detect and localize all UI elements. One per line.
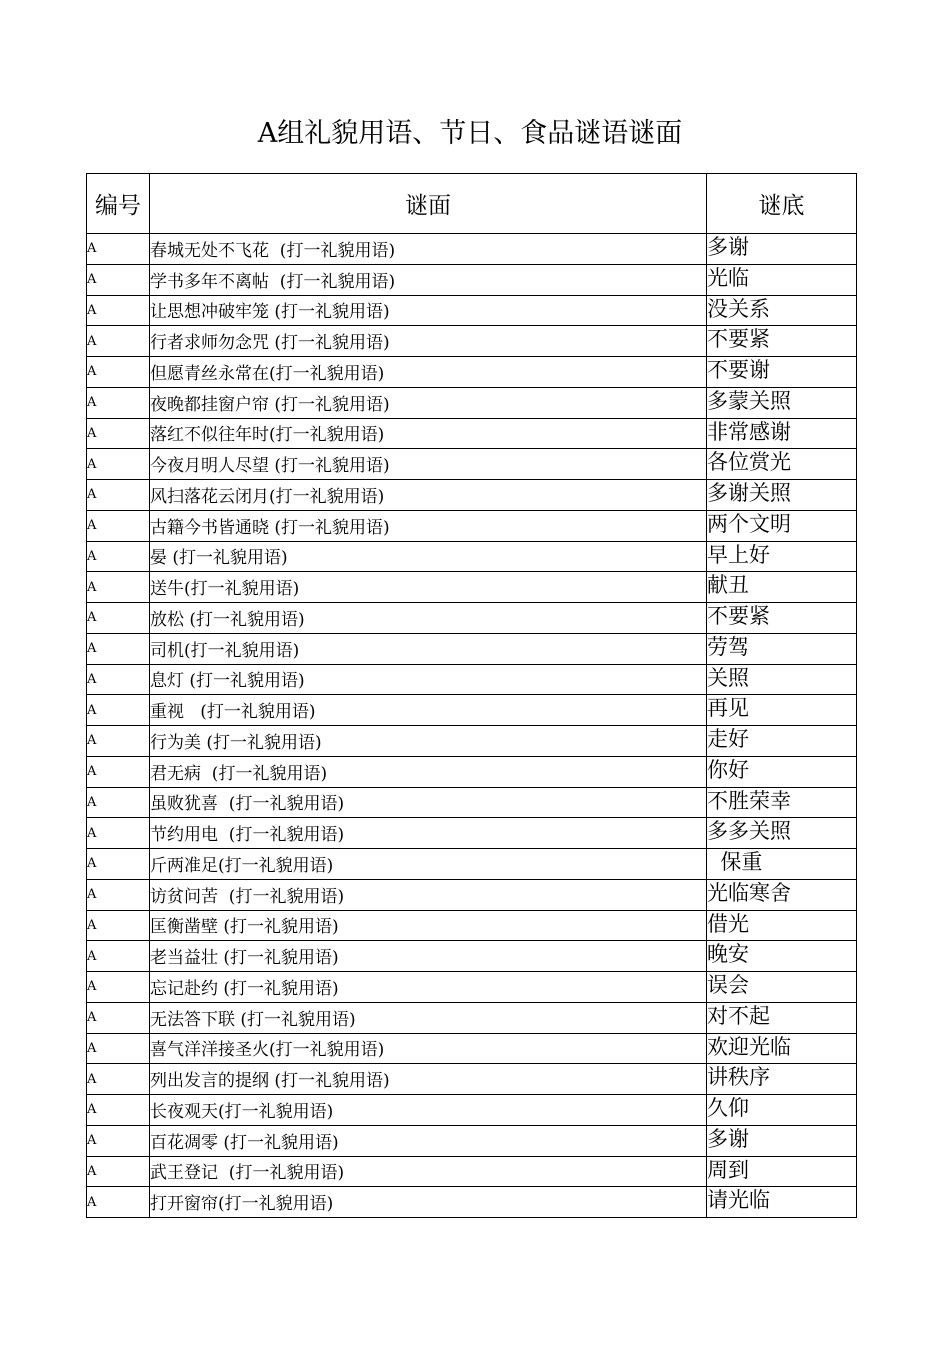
riddle-cell: 长夜观天(打一礼貌用语) (150, 1095, 707, 1126)
answer-cell: 不要谢 (707, 357, 857, 388)
row-id-cell: A (87, 726, 150, 757)
table-row (87, 879, 857, 910)
row-id-cell: A (87, 972, 150, 1003)
riddle-cell: 今夜月明人尽望 (打一礼貌用语) (150, 449, 707, 480)
answer-cell: 欢迎光临 (707, 1033, 857, 1064)
answer-cell: 久仰 (707, 1095, 857, 1126)
answer-cell: 走好 (707, 726, 857, 757)
riddle-cell: 百花凋零 (打一礼貌用语) (150, 1125, 707, 1156)
table-row (87, 387, 857, 418)
table-row (87, 818, 857, 849)
row-id-cell: A (87, 849, 150, 880)
table-row (87, 295, 857, 326)
riddle-cell: 匡衡凿壁 (打一礼貌用语) (150, 910, 707, 941)
answer-cell: 没关系 (707, 295, 857, 326)
answer-cell: 劳驾 (707, 633, 857, 664)
riddle-cell: 学书多年不离帖 (打一礼貌用语) (150, 264, 707, 295)
table-row (87, 664, 857, 695)
riddle-cell: 行者求师勿念咒 (打一礼貌用语) (150, 326, 707, 357)
table-body (87, 234, 857, 1218)
row-id-cell: A (87, 1095, 150, 1126)
table-row (87, 1095, 857, 1126)
table-row (87, 510, 857, 541)
row-id-cell: A (87, 387, 150, 418)
riddle-cell: 重视 (打一礼貌用语) (150, 695, 707, 726)
table-row (87, 633, 857, 664)
answer-cell: 关照 (707, 664, 857, 695)
riddle-cell: 让思想冲破牢笼 (打一礼貌用语) (150, 295, 707, 326)
answer-cell: 多谢 (707, 234, 857, 265)
answer-cell: 再见 (707, 695, 857, 726)
riddle-cell: 夜晚都挂窗户帘 (打一礼貌用语) (150, 387, 707, 418)
riddle-cell: 春城无处不飞花 (打一礼貌用语) (150, 234, 707, 265)
table-row (87, 1002, 857, 1033)
row-id-cell: A (87, 787, 150, 818)
row-id-cell: A (87, 357, 150, 388)
answer-cell: 不要紧 (707, 326, 857, 357)
row-id-cell: A (87, 510, 150, 541)
table-row (87, 1187, 857, 1218)
row-id-cell: A (87, 264, 150, 295)
row-id-cell: A (87, 326, 150, 357)
table-row (87, 1064, 857, 1095)
answer-cell: 误会 (707, 972, 857, 1003)
answer-cell: 献丑 (707, 572, 857, 603)
answer-cell: 多谢关照 (707, 480, 857, 511)
table-row (87, 480, 857, 511)
riddle-cell: 打开窗帘(打一礼貌用语) (150, 1187, 707, 1218)
row-id-cell: A (87, 1033, 150, 1064)
row-id-cell: A (87, 234, 150, 265)
row-id-cell: A (87, 1156, 150, 1187)
row-id-cell: A (87, 879, 150, 910)
row-id-cell: A (87, 1002, 150, 1033)
row-id-cell: A (87, 756, 150, 787)
answer-cell: 不胜荣幸 (707, 787, 857, 818)
table-row (87, 572, 857, 603)
row-id-cell: A (87, 1187, 150, 1218)
riddle-cell: 老当益壮 (打一礼貌用语) (150, 941, 707, 972)
answer-cell: 两个文明 (707, 510, 857, 541)
riddle-cell: 喜气洋洋接圣火(打一礼貌用语) (150, 1033, 707, 1064)
riddle-cell: 风扫落花云闭月(打一礼貌用语) (150, 480, 707, 511)
riddle-cell: 落红不似往年时(打一礼貌用语) (150, 418, 707, 449)
table-row (87, 603, 857, 634)
answer-cell: 保重 (707, 849, 857, 880)
riddle-cell: 忘记赴约 (打一礼貌用语) (150, 972, 707, 1003)
riddle-cell: 访贫问苦 (打一礼貌用语) (150, 879, 707, 910)
table-row (87, 234, 857, 265)
row-id-cell: A (87, 449, 150, 480)
row-id-cell: A (87, 603, 150, 634)
answer-cell: 借光 (707, 910, 857, 941)
header-row (87, 174, 857, 234)
table-row (87, 756, 857, 787)
riddle-cell: 行为美 (打一礼貌用语) (150, 726, 707, 757)
riddle-cell: 送牛(打一礼貌用语) (150, 572, 707, 603)
table-header (87, 174, 857, 234)
row-id-cell: A (87, 295, 150, 326)
table-row (87, 541, 857, 572)
riddle-cell: 节约用电 (打一礼貌用语) (150, 818, 707, 849)
answer-cell: 各位赏光 (707, 449, 857, 480)
riddle-cell: 古籍今书皆通晓 (打一礼貌用语) (150, 510, 707, 541)
table-row (87, 418, 857, 449)
answer-cell: 早上好 (707, 541, 857, 572)
table-row (87, 910, 857, 941)
riddle-cell: 武王登记 (打一礼貌用语) (150, 1156, 707, 1187)
table-row (87, 1156, 857, 1187)
riddle-cell: 斤两准足(打一礼貌用语) (150, 849, 707, 880)
answer-cell: 你好 (707, 756, 857, 787)
row-id-cell: A (87, 941, 150, 972)
table-row (87, 972, 857, 1003)
answer-cell: 光临 (707, 264, 857, 295)
table-row (87, 787, 857, 818)
answer-cell: 讲秩序 (707, 1064, 857, 1095)
row-id-cell: A (87, 910, 150, 941)
answer-cell: 多多关照 (707, 818, 857, 849)
row-id-cell: A (87, 541, 150, 572)
row-id-cell: A (87, 664, 150, 695)
row-id-cell: A (87, 1125, 150, 1156)
answer-cell: 请光临 (707, 1187, 857, 1218)
riddle-table (86, 173, 857, 1218)
row-id-cell: A (87, 480, 150, 511)
row-id-cell: A (87, 695, 150, 726)
riddle-cell: 司机(打一礼貌用语) (150, 633, 707, 664)
table-row (87, 941, 857, 972)
header-answer: 谜底 (707, 174, 857, 234)
riddle-cell: 虽败犹喜 (打一礼貌用语) (150, 787, 707, 818)
header-id: 编号 (87, 174, 150, 234)
riddle-cell: 放松 (打一礼貌用语) (150, 603, 707, 634)
table-row (87, 449, 857, 480)
row-id-cell: A (87, 572, 150, 603)
table-row (87, 1125, 857, 1156)
table-row (87, 849, 857, 880)
page-title: A组礼貌用语、节日、食品谜语谜面 (257, 118, 683, 149)
row-id-cell: A (87, 1064, 150, 1095)
row-id-cell: A (87, 418, 150, 449)
riddle-cell: 息灯 (打一礼貌用语) (150, 664, 707, 695)
riddle-cell: 晏 (打一礼貌用语) (150, 541, 707, 572)
table-row (87, 264, 857, 295)
table-row (87, 695, 857, 726)
table-row (87, 726, 857, 757)
answer-cell: 光临寒舍 (707, 879, 857, 910)
answer-cell: 多蒙关照 (707, 387, 857, 418)
table-row (87, 1033, 857, 1064)
answer-cell: 非常感谢 (707, 418, 857, 449)
table-row (87, 357, 857, 388)
answer-cell: 不要紧 (707, 603, 857, 634)
answer-cell: 多谢 (707, 1125, 857, 1156)
row-id-cell: A (87, 818, 150, 849)
answer-cell: 周到 (707, 1156, 857, 1187)
row-id-cell: A (87, 633, 150, 664)
header-riddle: 谜面 (150, 174, 707, 234)
table-row (87, 326, 857, 357)
riddle-cell: 但愿青丝永常在(打一礼貌用语) (150, 357, 707, 388)
riddle-cell: 列出发言的提纲 (打一礼貌用语) (150, 1064, 707, 1095)
answer-cell: 晚安 (707, 941, 857, 972)
riddle-cell: 君无病 (打一礼貌用语) (150, 756, 707, 787)
answer-cell: 对不起 (707, 1002, 857, 1033)
riddle-cell: 无法答下联 (打一礼貌用语) (150, 1002, 707, 1033)
